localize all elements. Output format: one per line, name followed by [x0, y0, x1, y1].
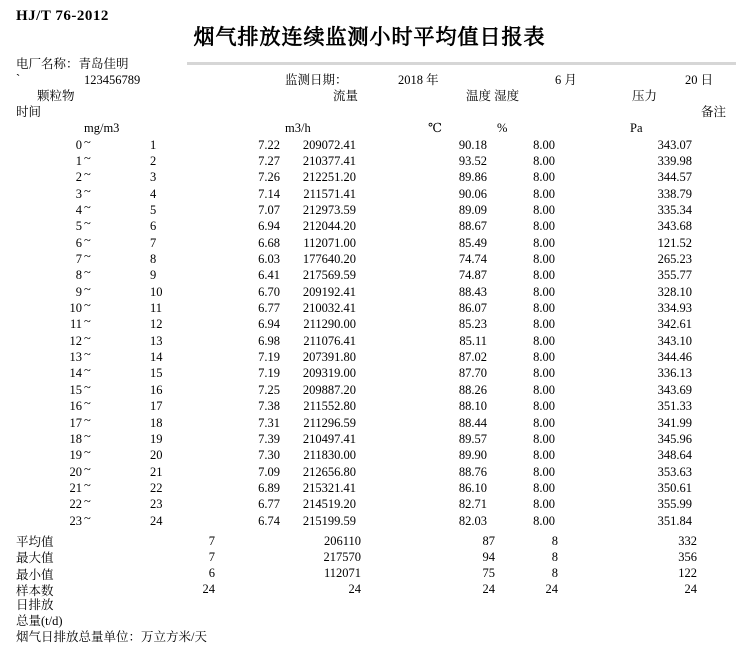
hour-end-cell: 23	[150, 497, 163, 512]
flow-value-cell: 177640.20	[302, 252, 356, 267]
pm-value-cell: 6.89	[258, 480, 280, 495]
humidity-value-cell: 8.00	[533, 268, 555, 283]
flow-value-cell: 212251.20	[302, 170, 356, 185]
unit-flow: m3/h	[285, 121, 311, 135]
hour-end-cell: 24	[150, 513, 163, 528]
temp-value-cell: 86.07	[458, 301, 487, 316]
summary-pressure-cell: 332	[678, 533, 697, 548]
tilde-separator: ~	[84, 249, 91, 264]
hour-start-cell: 9	[75, 284, 82, 299]
summary-pressure-cell: 24	[684, 582, 697, 597]
flow-value-cell: 211076.41	[303, 333, 356, 348]
unit-pressure: Pa	[630, 121, 643, 135]
hour-start-cell: 7	[75, 252, 82, 267]
pm-value-cell: 7.19	[258, 350, 280, 365]
temp-value-cell: 87.70	[458, 366, 487, 381]
flow-value-cell: 211290.00	[303, 317, 356, 332]
hour-end-cell: 3	[150, 170, 157, 185]
pressure-value-cell: 353.63	[657, 464, 692, 479]
hour-start-cell: 19	[69, 448, 82, 463]
hour-end-cell: 20	[150, 448, 163, 463]
hour-start-cell: 6	[75, 235, 82, 250]
pressure-value-cell: 351.33	[657, 399, 692, 414]
pressure-value-cell: 328.10	[657, 284, 692, 299]
temp-value-cell: 89.86	[458, 170, 487, 185]
tilde-separator: ~	[84, 461, 91, 476]
flow-value-cell: 217569.59	[302, 268, 356, 283]
flow-value-cell: 214519.20	[302, 497, 356, 512]
humidity-value-cell: 8.00	[533, 333, 555, 348]
tilde-separator: ~	[84, 428, 91, 443]
column-header-remark: 备注	[701, 105, 727, 119]
date-day: 20 日	[685, 73, 714, 87]
pm-value-cell: 6.03	[258, 252, 280, 267]
plant-id: 123456789	[84, 73, 141, 87]
pm-value-cell: 7.26	[258, 170, 280, 185]
hour-end-cell: 5	[150, 203, 157, 218]
unit-pm: mg/m3	[84, 121, 120, 135]
humidity-value-cell: 8.00	[533, 350, 555, 365]
humidity-value-cell: 8.00	[533, 219, 555, 234]
summary-row	[0, 581, 697, 597]
total-unit-note: 烟气日排放总量单位：万立方米/天	[16, 630, 207, 644]
summary-humidity-cell: 8	[551, 533, 558, 548]
tilde-separator: ~	[84, 183, 91, 198]
flow-value-cell: 209887.20	[302, 382, 356, 397]
tilde-separator: ~	[84, 151, 91, 166]
hour-end-cell: 17	[150, 399, 163, 414]
temp-value-cell: 88.76	[458, 464, 487, 479]
hour-start-cell: 0	[75, 137, 82, 152]
pm-value-cell: 7.27	[258, 154, 280, 169]
table-row	[0, 510, 692, 529]
flow-value-cell: 211830.00	[303, 448, 356, 463]
humidity-value-cell: 8.00	[533, 203, 555, 218]
summary-flow-cell: 24	[348, 582, 361, 597]
hour-end-cell: 10	[150, 284, 163, 299]
humidity-value-cell: 8.00	[533, 284, 555, 299]
pressure-value-cell: 355.77	[657, 268, 692, 283]
summary-row	[0, 532, 697, 548]
unit-temp: ℃	[428, 121, 442, 135]
humidity-value-cell: 8.00	[533, 186, 555, 201]
temp-value-cell: 85.11	[459, 333, 487, 348]
hour-start-cell: 11	[69, 317, 82, 332]
hour-end-cell: 22	[150, 480, 163, 495]
humidity-value-cell: 8.00	[533, 154, 555, 169]
flow-value-cell: 210032.41	[302, 301, 356, 316]
humidity-value-cell: 8.00	[533, 235, 555, 250]
summary-label: 样本数	[16, 583, 54, 598]
flow-value-cell: 209319.00	[302, 366, 356, 381]
pressure-value-cell: 338.79	[657, 186, 692, 201]
humidity-value-cell: 8.00	[533, 448, 555, 463]
pressure-value-cell: 350.61	[657, 480, 692, 495]
temp-value-cell: 88.44	[458, 415, 487, 430]
pressure-value-cell: 336.13	[657, 366, 692, 381]
pm-value-cell: 7.22	[258, 137, 280, 152]
hourly-data-table	[0, 134, 692, 529]
daily-emission-label-line2: 总量(t/d)	[16, 614, 63, 628]
date-month: 6 月	[555, 73, 577, 87]
tick-mark: `	[16, 72, 21, 86]
hour-start-cell: 2	[75, 170, 82, 185]
tilde-separator: ~	[84, 494, 91, 509]
flow-value-cell: 211571.41	[303, 186, 356, 201]
pressure-value-cell: 343.69	[657, 382, 692, 397]
summary-pm-cell: 24	[202, 582, 215, 597]
pm-value-cell: 7.39	[258, 431, 280, 446]
summary-humidity-cell: 8	[551, 549, 558, 564]
flow-value-cell: 209192.41	[302, 284, 356, 299]
flow-value-cell: 112071.00	[303, 235, 356, 250]
tilde-separator: ~	[84, 363, 91, 378]
summary-flow-cell: 217570	[323, 549, 361, 564]
pressure-value-cell: 343.07	[657, 137, 692, 152]
tilde-separator: ~	[84, 200, 91, 215]
column-header-pm: 颗粒物	[37, 89, 75, 103]
hour-end-cell: 16	[150, 382, 163, 397]
flow-value-cell: 212044.20	[302, 219, 356, 234]
tilde-separator: ~	[84, 232, 91, 247]
temp-value-cell: 82.03	[458, 513, 487, 528]
tilde-separator: ~	[84, 298, 91, 313]
temp-value-cell: 93.52	[458, 154, 487, 169]
temp-value-cell: 85.23	[458, 317, 487, 332]
pm-value-cell: 7.09	[258, 464, 280, 479]
plant-name-label: 电厂名称：	[16, 57, 79, 71]
hour-end-cell: 13	[150, 333, 163, 348]
flow-value-cell: 215199.59	[302, 513, 356, 528]
summary-table	[0, 532, 697, 597]
temp-value-cell: 89.57	[458, 431, 487, 446]
tilde-separator: ~	[84, 445, 91, 460]
hour-start-cell: 15	[69, 382, 82, 397]
flow-value-cell: 210377.41	[302, 154, 356, 169]
pressure-value-cell: 343.10	[657, 333, 692, 348]
hour-end-cell: 7	[150, 235, 157, 250]
pressure-value-cell: 355.99	[657, 497, 692, 512]
hour-end-cell: 8	[150, 252, 157, 267]
hour-end-cell: 1	[150, 137, 157, 152]
humidity-value-cell: 8.00	[533, 317, 555, 332]
temp-value-cell: 82.71	[458, 497, 487, 512]
summary-pm-cell: 7	[208, 549, 215, 564]
pressure-value-cell: 265.23	[657, 252, 692, 267]
summary-pm-cell: 7	[208, 533, 215, 548]
summary-flow-cell: 206110	[323, 533, 361, 548]
flow-value-cell: 211552.80	[303, 399, 356, 414]
humidity-value-cell: 8.00	[533, 137, 555, 152]
humidity-value-cell: 8.00	[533, 464, 555, 479]
tilde-separator: ~	[84, 330, 91, 345]
humidity-value-cell: 8.00	[533, 382, 555, 397]
tilde-separator: ~	[84, 216, 91, 231]
hour-end-cell: 14	[150, 350, 163, 365]
pm-value-cell: 7.31	[258, 415, 280, 430]
flow-value-cell: 209072.41	[302, 137, 356, 152]
hour-end-cell: 18	[150, 415, 163, 430]
standard-code: HJ/T 76-2012	[16, 8, 109, 24]
hour-end-cell: 2	[150, 154, 157, 169]
hour-end-cell: 19	[150, 431, 163, 446]
flow-value-cell: 212973.59	[302, 203, 356, 218]
tilde-separator: ~	[84, 167, 91, 182]
pressure-value-cell: 343.68	[657, 219, 692, 234]
pressure-value-cell: 121.52	[657, 235, 692, 250]
unit-humidity: %	[497, 121, 508, 135]
tilde-separator: ~	[84, 412, 91, 427]
summary-flow-cell: 112071	[323, 566, 361, 581]
summary-label: 最小值	[16, 567, 54, 582]
humidity-value-cell: 8.00	[533, 431, 555, 446]
date-label: 监测日期：	[285, 73, 348, 87]
temp-value-cell: 88.43	[458, 284, 487, 299]
flow-value-cell: 215321.41	[302, 480, 356, 495]
summary-temp-cell: 24	[482, 582, 495, 597]
pressure-value-cell: 351.84	[657, 513, 692, 528]
hour-start-cell: 17	[69, 415, 82, 430]
hour-start-cell: 22	[69, 497, 82, 512]
hour-end-cell: 12	[150, 317, 163, 332]
summary-row	[0, 565, 697, 581]
pressure-value-cell: 348.64	[657, 448, 692, 463]
tilde-separator: ~	[84, 134, 91, 149]
tilde-separator: ~	[84, 314, 91, 329]
hour-start-cell: 12	[69, 333, 82, 348]
pm-value-cell: 6.94	[258, 317, 280, 332]
hour-start-cell: 16	[69, 399, 82, 414]
humidity-value-cell: 8.00	[533, 252, 555, 267]
pressure-value-cell: 335.34	[657, 203, 692, 218]
humidity-value-cell: 8.00	[533, 301, 555, 316]
pm-value-cell: 7.19	[258, 366, 280, 381]
summary-label: 最大值	[16, 551, 54, 566]
hour-start-cell: 10	[69, 301, 82, 316]
humidity-value-cell: 8.00	[533, 399, 555, 414]
tilde-separator: ~	[84, 379, 91, 394]
hour-start-cell: 18	[69, 431, 82, 446]
hour-start-cell: 5	[75, 219, 82, 234]
humidity-value-cell: 8.00	[533, 415, 555, 430]
plant-name-value: 青岛佳明	[78, 57, 129, 71]
temp-value-cell: 89.09	[458, 203, 487, 218]
hour-start-cell: 8	[75, 268, 82, 283]
pm-value-cell: 6.74	[258, 513, 280, 528]
summary-humidity-cell: 24	[545, 582, 558, 597]
temp-value-cell: 74.87	[458, 268, 487, 283]
temp-value-cell: 85.49	[458, 235, 487, 250]
pm-value-cell: 7.25	[258, 382, 280, 397]
title-underline	[187, 62, 736, 65]
tilde-separator: ~	[84, 281, 91, 296]
hour-start-cell: 13	[69, 350, 82, 365]
summary-humidity-cell: 8	[551, 566, 558, 581]
summary-temp-cell: 94	[482, 549, 495, 564]
humidity-value-cell: 8.00	[533, 480, 555, 495]
tilde-separator: ~	[84, 477, 91, 492]
pressure-value-cell: 342.61	[657, 317, 692, 332]
hour-start-cell: 21	[69, 480, 82, 495]
pm-value-cell: 7.14	[258, 186, 280, 201]
temp-value-cell: 88.10	[458, 399, 487, 414]
pressure-value-cell: 339.98	[657, 154, 692, 169]
report-title: 烟气排放连续监测小时平均值日报表	[193, 25, 546, 49]
column-header-temp-humidity: 温度 湿度	[466, 89, 520, 103]
humidity-value-cell: 8.00	[533, 366, 555, 381]
temp-value-cell: 74.74	[458, 252, 487, 267]
tilde-separator: ~	[84, 347, 91, 362]
hour-start-cell: 20	[69, 464, 82, 479]
tilde-separator: ~	[84, 396, 91, 411]
summary-temp-cell: 87	[482, 533, 495, 548]
plant-name-line	[16, 57, 129, 71]
pm-value-cell: 6.68	[258, 235, 280, 250]
flow-value-cell: 211296.59	[303, 415, 356, 430]
tilde-separator: ~	[84, 510, 91, 525]
pm-value-cell: 6.98	[258, 333, 280, 348]
pm-value-cell: 6.41	[258, 268, 280, 283]
summary-pressure-cell: 122	[678, 566, 697, 581]
humidity-value-cell: 8.00	[533, 170, 555, 185]
hour-end-cell: 15	[150, 366, 163, 381]
date-year: 2018 年	[398, 73, 439, 87]
hour-start-cell: 4	[75, 203, 82, 218]
summary-label: 平均值	[16, 535, 54, 549]
flow-value-cell: 210497.41	[302, 431, 356, 446]
temp-value-cell: 87.02	[458, 350, 487, 365]
hour-start-cell: 14	[69, 366, 82, 381]
pm-value-cell: 7.30	[258, 448, 280, 463]
temp-value-cell: 90.06	[458, 186, 487, 201]
flow-value-cell: 212656.80	[302, 464, 356, 479]
pm-value-cell: 6.77	[258, 301, 280, 316]
temp-value-cell: 90.18	[458, 137, 487, 152]
column-header-time: 时间	[16, 105, 42, 119]
column-header-pressure: 压力	[632, 89, 658, 103]
hour-end-cell: 4	[150, 186, 157, 201]
summary-temp-cell: 75	[482, 566, 495, 581]
hour-start-cell: 23	[69, 513, 82, 528]
hour-end-cell: 9	[150, 268, 157, 283]
flow-value-cell: 207391.80	[302, 350, 356, 365]
summary-pm-cell: 6	[208, 566, 215, 581]
humidity-value-cell: 8.00	[533, 497, 555, 512]
temp-value-cell: 89.90	[458, 448, 487, 463]
summary-pressure-cell: 356	[678, 549, 697, 564]
hour-start-cell: 3	[75, 186, 82, 201]
pressure-value-cell: 344.46	[657, 350, 692, 365]
temp-value-cell: 86.10	[458, 480, 487, 495]
pm-value-cell: 6.94	[258, 219, 280, 234]
pm-value-cell: 7.38	[258, 399, 280, 414]
hour-end-cell: 6	[150, 219, 157, 234]
pressure-value-cell: 344.57	[657, 170, 692, 185]
humidity-value-cell: 8.00	[533, 513, 555, 528]
hour-end-cell: 21	[150, 464, 163, 479]
hour-start-cell: 1	[75, 154, 82, 169]
pressure-value-cell: 334.93	[657, 301, 692, 316]
pm-value-cell: 6.77	[258, 497, 280, 512]
temp-value-cell: 88.67	[458, 219, 487, 234]
daily-emission-label-line1: 日排放	[16, 598, 54, 612]
pressure-value-cell: 345.96	[657, 431, 692, 446]
pressure-value-cell: 341.99	[657, 415, 692, 430]
pm-value-cell: 6.70	[258, 284, 280, 299]
column-header-flow: 流量	[333, 89, 359, 103]
temp-value-cell: 88.26	[458, 382, 487, 397]
pm-value-cell: 7.07	[258, 203, 280, 218]
tilde-separator: ~	[84, 265, 91, 280]
hour-end-cell: 11	[150, 301, 163, 316]
summary-row	[0, 548, 697, 564]
